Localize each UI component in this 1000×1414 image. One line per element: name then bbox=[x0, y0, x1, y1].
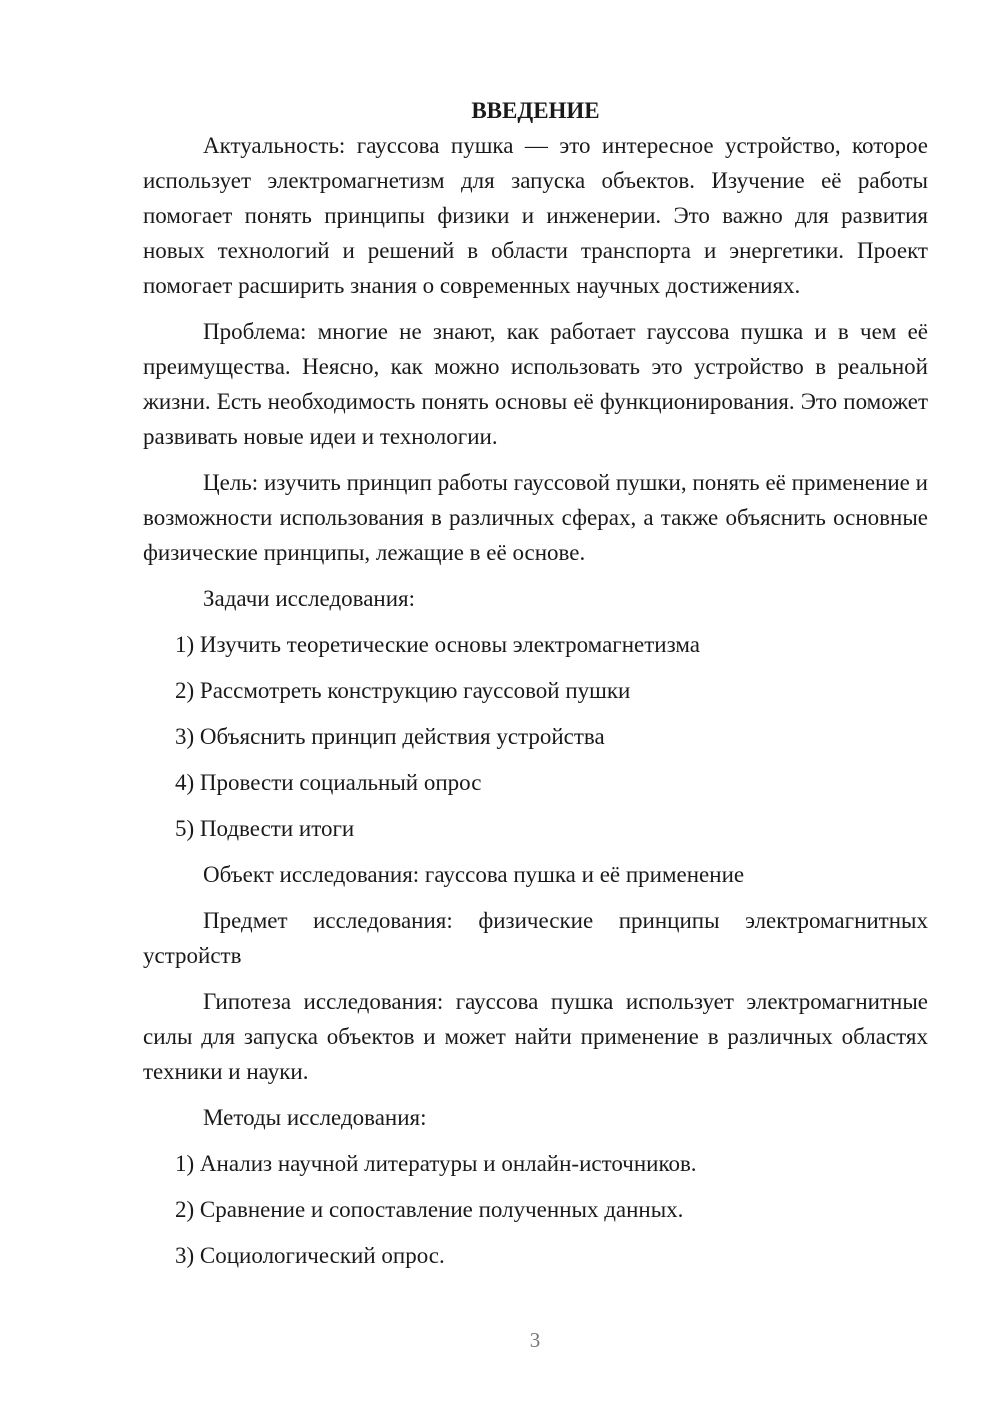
methods-heading: Методы исследования: bbox=[203, 1105, 427, 1130]
task-item: 2) Рассмотреть конструкцию гауссовой пушки bbox=[175, 678, 631, 703]
task-item: 3) Объяснить принцип действия устройства bbox=[175, 724, 605, 749]
method-item: 3) Социологический опрос. bbox=[175, 1243, 445, 1268]
problem-paragraph: Проблема: многие не знают, как работает гауссова пушка и в чем её преимущества. Неясно, как можно использовать это устройство в реальной жизни. Есть необходимость понять основы её функционирования. Это поможет развивать новые идеи и технологии. bbox=[143, 319, 928, 449]
task-item: 5) Подвести итоги bbox=[175, 816, 355, 841]
tasks-heading: Задачи исследования: bbox=[203, 586, 416, 611]
task-item: 4) Провести социальный опрос bbox=[175, 770, 482, 795]
relevance-paragraph: Актуальность: гауссова пушка — это интересное устройство, которое использует электромагнетизм для запуска объектов. Изучение её работы помогает понять принципы физики и инженерии. Это важно для развития новых технологий и решений в области транспорта и энергетики. Проект помогает расширить знания о современных научных достижениях. bbox=[143, 133, 928, 298]
goal-paragraph: Цель: изучить принцип работы гауссовой пушки, понять её применение и возможности использования в различных сферах, а также объяснить основные физические принципы, лежащие в её основе. bbox=[143, 470, 928, 565]
task-item: 1) Изучить теоретические основы электромагнетизма bbox=[175, 632, 700, 657]
object-paragraph: Объект исследования: гауссова пушка и её применение bbox=[203, 862, 745, 887]
page-title: ВВЕДЕНИЕ bbox=[471, 98, 600, 123]
page-number: 3 bbox=[529, 1328, 541, 1352]
method-item: 1) Анализ научной литературы и онлайн-источников. bbox=[175, 1151, 697, 1176]
method-item: 2) Сравнение и сопоставление полученных данных. bbox=[175, 1197, 684, 1222]
page-content bbox=[143, 93, 928, 1273]
subject-paragraph: Предмет исследования: физические принципы электромагнитных устройств bbox=[143, 908, 928, 968]
hypothesis-paragraph: Гипотеза исследования: гауссова пушка использует электромагнитные силы для запуска объектов и может найти применение в различных областях техники и науки. bbox=[143, 989, 928, 1084]
